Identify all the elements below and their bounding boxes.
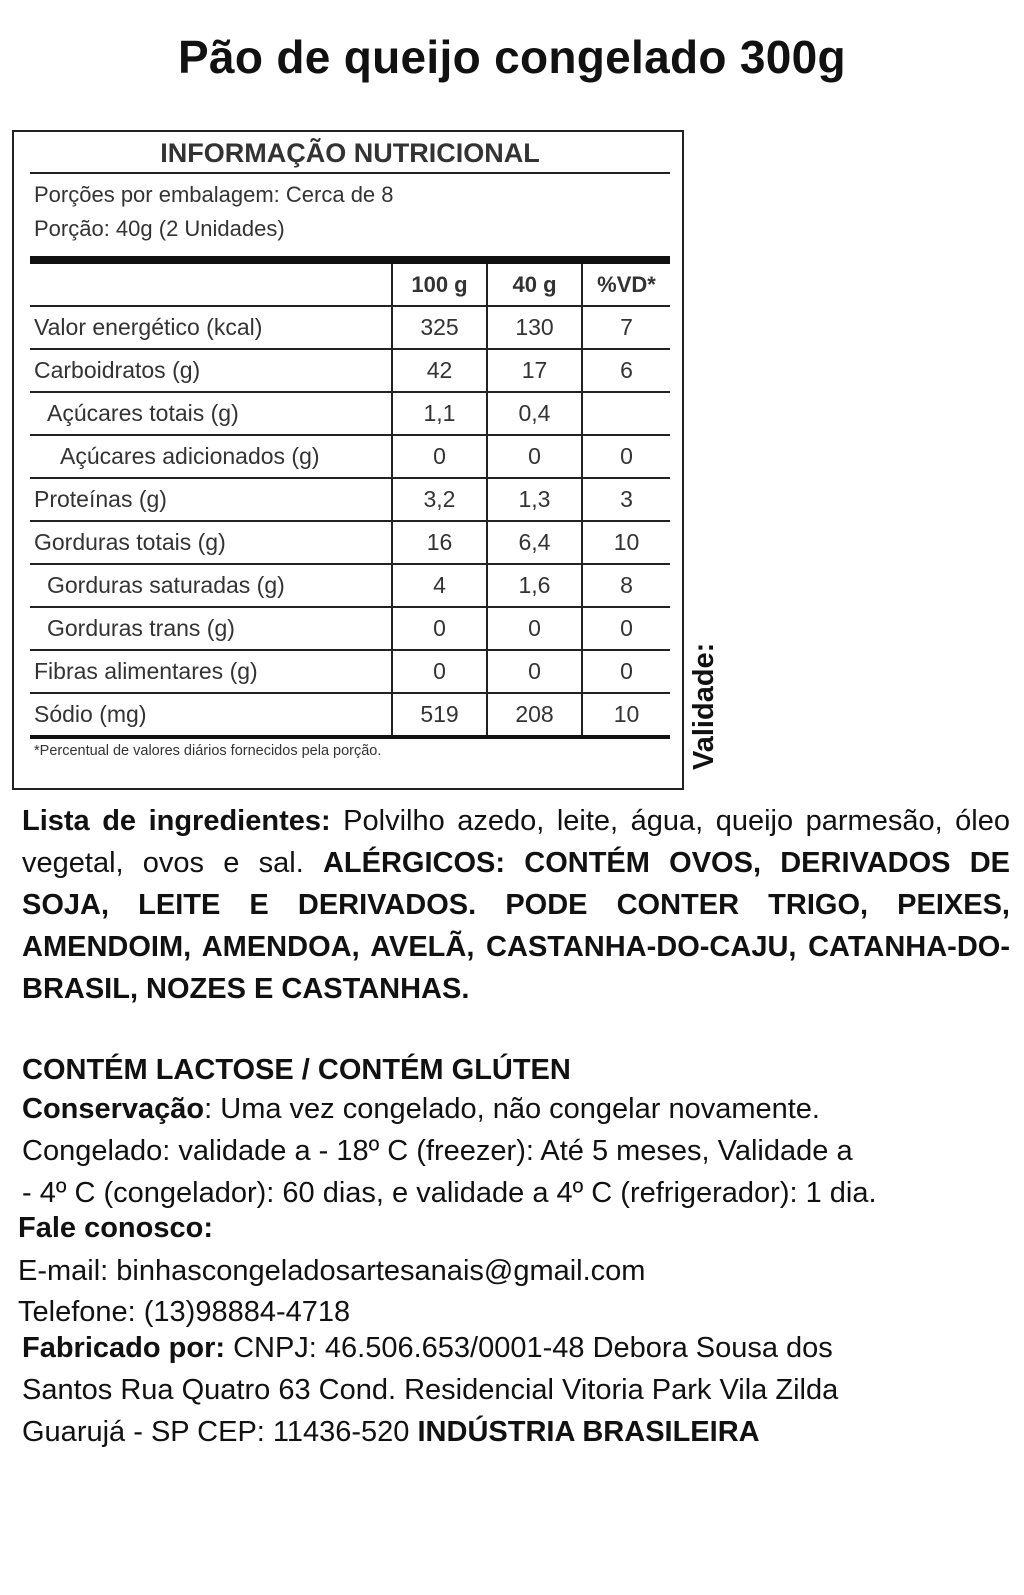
table-row (30, 564, 670, 607)
value-per-100g: 0 (392, 435, 487, 478)
contact-label-line (18, 1212, 213, 1245)
nutrition-footnote: *Percentual de valores diários fornecidos pela porção. (34, 743, 382, 759)
contact-email: E-mail: binhascongeladosartesanais@gmail.com (18, 1255, 646, 1287)
servings-per-package: Porções por embalagem: Cerca de 8 (34, 182, 394, 207)
table-row (30, 521, 670, 564)
validade-label: Validade: (688, 642, 720, 770)
value-daily: 0 (582, 435, 670, 478)
value-per-100g: 0 (392, 607, 487, 650)
nutrient-label: Fibras alimentares (g) (30, 650, 392, 693)
value-per-100g: 519 (392, 693, 487, 737)
value-per-100g: 42 (392, 349, 487, 392)
serving-size: Porção: 40g (2 Unidades) (34, 216, 285, 241)
value-daily: 10 (582, 693, 670, 737)
header-daily-value: %VD* (582, 264, 670, 306)
contains-text: CONTÉM LACTOSE / CONTÉM GLÚTEN (22, 1054, 571, 1086)
table-row (30, 306, 670, 349)
contact-label: Fale conosco: (18, 1212, 213, 1244)
ingredients-label: Lista de ingredientes: (22, 805, 331, 837)
conservation-text-1: : Uma vez congelado, não congelar novamente. (204, 1093, 820, 1125)
value-per-serving: 17 (487, 349, 582, 392)
value-per-100g: 16 (392, 521, 487, 564)
manufacturer-line-3 (22, 1416, 760, 1449)
nutrient-label: Gorduras trans (g) (30, 607, 392, 650)
nutrition-heading: INFORMAÇÃO NUTRICIONAL (30, 132, 670, 174)
value-daily (582, 392, 670, 435)
value-per-serving: 208 (487, 693, 582, 737)
table-row (30, 650, 670, 693)
manufacturer-text-3: Guarujá - SP CEP: 11436-520 (22, 1416, 418, 1448)
value-daily: 7 (582, 306, 670, 349)
allergens-text: ALÉRGICOS: CONTÉM OVOS, DERIVADOS DE SOJA, LEITE E DERIVADOS. PODE CONTER TRIGO, PEIXES, AMENDOIM, AMENDOA, AVELÃ, CASTANHA-DO-CAJU, CATANHA-DO-BRASIL, NOZES E CASTANHAS. (22, 847, 1010, 1005)
nutrient-label: Gorduras totais (g) (30, 521, 392, 564)
nutrient-label: Carboidratos (g) (30, 349, 392, 392)
nutrient-label: Gorduras saturadas (g) (30, 564, 392, 607)
nutrition-facts-panel (12, 130, 684, 790)
conservation-line-1 (22, 1093, 820, 1126)
header-per-100g: 100 g (392, 264, 487, 306)
manufacturer-text-1: CNPJ: 46.506.653/0001-48 Debora Sousa dos (225, 1332, 833, 1364)
conservation-line-3: - 4º C (congelador): 60 dias, e validade a 4º C (refrigerador): 1 dia. (22, 1177, 877, 1209)
value-per-serving: 6,4 (487, 521, 582, 564)
manufacturer-line-1 (22, 1332, 833, 1365)
product-title: Pão de queijo congelado 300g (178, 31, 846, 83)
thick-divider (30, 256, 670, 264)
value-per-100g: 325 (392, 306, 487, 349)
table-row (30, 435, 670, 478)
contains-notice (22, 1054, 571, 1087)
ingredients-paragraph (22, 800, 1010, 1010)
nutrient-label: Sódio (mg) (30, 693, 392, 737)
value-per-100g: 3,2 (392, 478, 487, 521)
nutrient-label: Açúcares adicionados (g) (30, 435, 392, 478)
nutrition-facts-content (30, 132, 670, 759)
value-daily: 8 (582, 564, 670, 607)
ingredients-text: Polvilho azedo, leite, água, queijo parmesão, óleo vegetal, ovos e sal. (22, 805, 1010, 879)
value-per-serving: 0 (487, 650, 582, 693)
nutrient-label: Proteínas (g) (30, 478, 392, 521)
value-per-serving: 0,4 (487, 392, 582, 435)
value-daily: 0 (582, 650, 670, 693)
value-per-serving: 1,6 (487, 564, 582, 607)
table-row (30, 693, 670, 737)
value-per-100g: 1,1 (392, 392, 487, 435)
value-daily: 3 (582, 478, 670, 521)
table-row (30, 392, 670, 435)
nutrition-table (30, 264, 670, 739)
nutrient-label: Valor energético (kcal) (30, 306, 392, 349)
header-empty-cell (30, 264, 392, 306)
conservation-line-2: Congelado: validade a - 18º C (freezer): Até 5 meses, Validade a (22, 1135, 853, 1167)
value-daily: 10 (582, 521, 670, 564)
value-per-serving: 130 (487, 306, 582, 349)
value-daily: 6 (582, 349, 670, 392)
value-per-serving: 1,3 (487, 478, 582, 521)
table-row (30, 478, 670, 521)
header-per-serving: 40 g (487, 264, 582, 306)
table-header-row (30, 264, 670, 306)
table-row (30, 349, 670, 392)
value-per-serving: 0 (487, 435, 582, 478)
value-daily: 0 (582, 607, 670, 650)
manufacturer-label: Fabricado por: (22, 1332, 226, 1364)
value-per-100g: 4 (392, 564, 487, 607)
table-row (30, 607, 670, 650)
conservation-label: Conservação (22, 1093, 205, 1125)
manufacturer-origin: INDÚSTRIA BRASILEIRA (417, 1416, 760, 1448)
nutrient-label: Açúcares totais (g) (30, 392, 392, 435)
manufacturer-line-2: Santos Rua Quatro 63 Cond. Residencial Vitoria Park Vila Zilda (22, 1374, 839, 1406)
value-per-serving: 0 (487, 607, 582, 650)
value-per-100g: 0 (392, 650, 487, 693)
contact-phone: Telefone: (13)98884-4718 (18, 1296, 351, 1328)
